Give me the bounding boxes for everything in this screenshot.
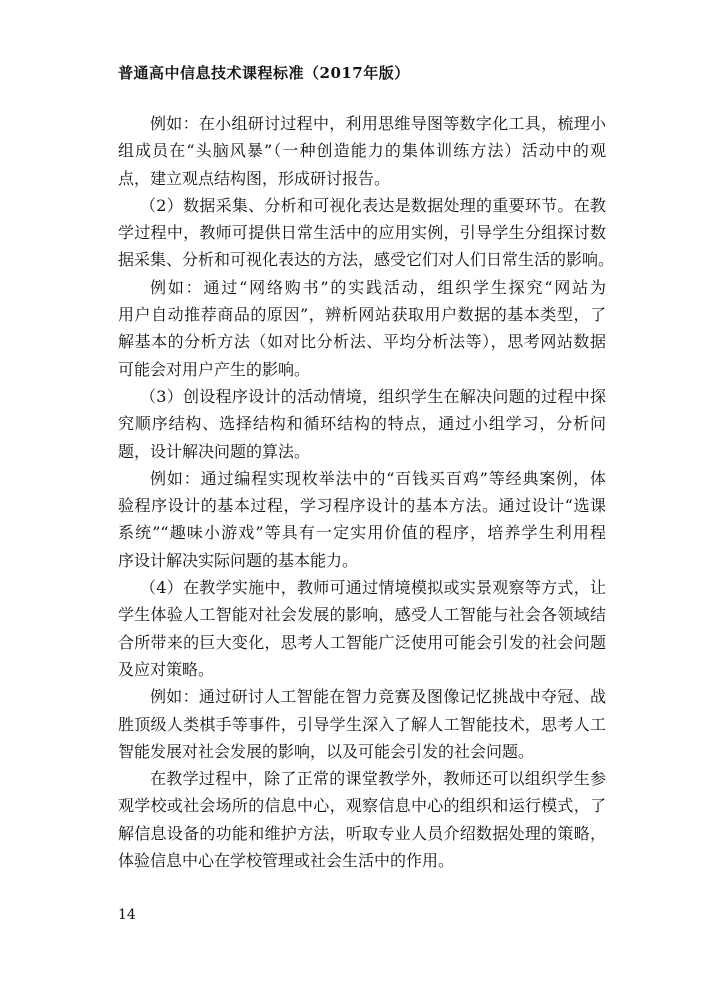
text-line: 点，建立观点结构图，形成研讨报告。 [118, 168, 391, 188]
text-line: 例如：在小组研讨过程中，利用思维导图等数字化工具，梳理小 [150, 114, 606, 133]
text-line: 究顺序结构、选择结构和循环结构的特点，通过小组学习，分析问 [118, 414, 606, 434]
text-line: 观学校或社会场所的信息中心，观察信息中心的组织和运行模式，了 [118, 796, 606, 816]
text-line: 例如：通过“网络购书”的实践活动，组织学生探究“网站为 [150, 277, 606, 297]
text-line: 验程序设计的基本过程，学习程序设计的基本方法。通过设计“选课 [118, 496, 606, 516]
text-line: 例如：通过编程实现枚举法中的“百钱买百鸡”等经典案例，体 [150, 468, 606, 488]
text-line: 序设计解决实际问题的基本能力。 [118, 550, 359, 570]
text-line: 据采集、分析和可视化表达的方法，感受它们对人们日常生活的影响。 [118, 250, 615, 270]
running-header: 普通高中信息技术课程标准（2017年版） [118, 64, 410, 82]
text-line: 解信息设备的功能和维护方法，听取专业人员介绍数据处理的策略， [118, 823, 606, 843]
text-line: 在教学过程中，除了正常的课堂教学外，教师还可以组织学生参 [150, 769, 606, 789]
text-line: 用户自动推荐商品的原因”，辨析网站获取用户数据的基本类型，了 [118, 305, 606, 325]
text-line: 胜顶级人类棋手等事件，引导学生深入了解人工智能技术，思考人工 [118, 714, 606, 734]
text-line: （3）创设程序设计的活动情境，组织学生在解决问题的过程中探 [140, 386, 606, 406]
page-number: 14 [118, 907, 136, 923]
text-line: （4）在教学实施中，教师可通过情境模拟或实景观察等方式，让 [140, 578, 606, 598]
text-line: 例如：通过研讨人工智能在智力竞赛及图像记忆挑战中夺冠、战 [150, 687, 606, 707]
body-text [118, 110, 615, 874]
text-line: 组成员在“头脑风暴”（一种创造能力的集体训练方法）活动中的观 [118, 141, 606, 161]
text-line: 题，设计解决问题的算法。 [118, 441, 311, 461]
text-line: 解基本的分析方法（如对比分析法、平均分析法等），思考网站数据 [118, 332, 606, 352]
text-line: 可能会对用户产生的影响。 [118, 359, 311, 379]
text-line: 学生体验人工智能对社会发展的影响，感受人工智能与社会各领域结 [118, 605, 606, 625]
text-line: 学过程中，教师可提供日常生活中的应用实例，引导学生分组探讨数 [118, 223, 606, 243]
text-line: 合所带来的巨大变化，思考人工智能广泛使用可能会引发的社会问题 [118, 632, 606, 652]
text-line: 系统”“趣味小游戏”等具有一定实用价值的程序，培养学生利用程 [118, 523, 606, 543]
text-line: 体验信息中心在学校管理或社会生活中的作用。 [118, 851, 455, 871]
text-line: 及应对策略。 [118, 659, 215, 679]
text-line: （2）数据采集、分析和可视化表达是数据处理的重要环节。在教 [140, 195, 606, 215]
text-line: 智能发展对社会发展的影响，以及可能会引发的社会问题。 [118, 741, 535, 761]
